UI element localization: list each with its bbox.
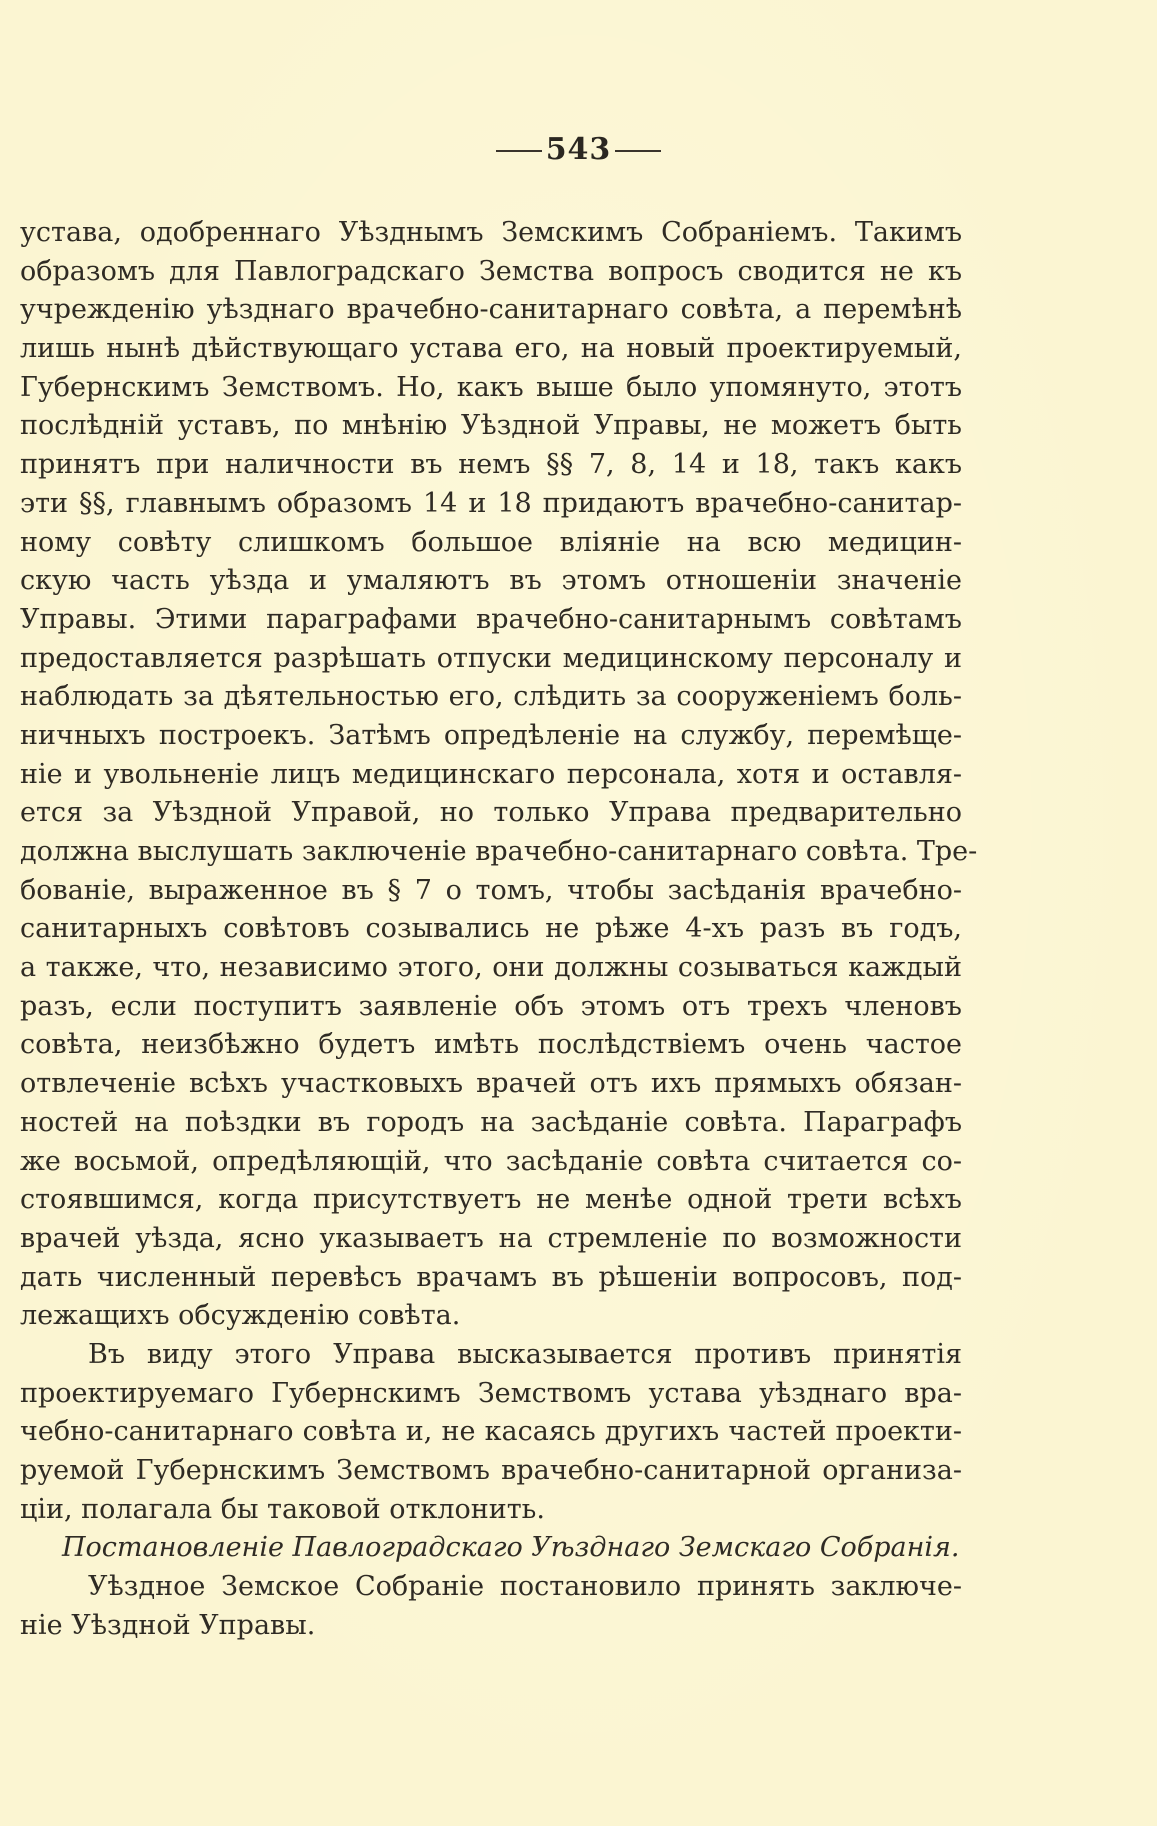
paragraph-2-line: ціи, полагала бы таковой отклонить. bbox=[20, 1493, 545, 1525]
paragraph-1-line: эти §§, главнымъ образомъ 14 и 18 придаютъ врачебно-санитар- bbox=[20, 487, 962, 519]
paragraph-1-line: должна выслушать заключеніе врачебно-санитарнаго совѣта. Тре- bbox=[20, 836, 978, 867]
paragraph-1-line: ностей на поѣздки въ городъ на засѣданіе совѣта. Параграфъ bbox=[20, 1106, 962, 1138]
body-text bbox=[20, 214, 978, 1645]
paragraph-1-line: ничныхъ построекъ. Затѣмъ опредѣленіе на службу, перемѣще- bbox=[20, 719, 962, 751]
paragraph-1-line: наблюдать за дѣятельностью его, слѣдить за сооруженіемъ боль- bbox=[20, 681, 962, 713]
paragraph-1-line: скую часть уѣзда и умаляютъ въ этомъ отношеніи значеніе bbox=[20, 565, 962, 597]
paragraph-1-line: предоставляется разрѣшать отпуски медицинскому персоналу и bbox=[20, 642, 962, 674]
paragraph-1-line: отвлеченіе всѣхъ участковыхъ врачей отъ ихъ прямыхъ обязан- bbox=[20, 1068, 962, 1100]
page-number-text: 543 bbox=[545, 132, 612, 167]
paragraph-1-line: стоявшимся, когда присутствуетъ не менѣе одной трети всѣхъ bbox=[20, 1184, 962, 1216]
paragraph-1-line: принятъ при наличности въ немъ §§ 7, 8, 14 и 18, такъ какъ bbox=[20, 449, 962, 481]
paragraph-1-line: врачей уѣзда, ясно указываетъ на стремленіе по возможности bbox=[20, 1222, 962, 1254]
paragraph-1-line: ному совѣту слишкомъ большое вліяніе на всю медицин- bbox=[20, 526, 962, 558]
paragraph-1-line: санитарныхъ совѣтовъ созывались не рѣже 4-хъ разъ въ годъ, bbox=[20, 913, 962, 945]
paragraph-2-line: руемой Губернскимъ Земствомъ врачебно-санитарной организа- bbox=[20, 1455, 962, 1486]
paragraph-1-line: разъ, если поступитъ заявленіе объ этомъ отъ трехъ членовъ bbox=[20, 990, 962, 1022]
paragraph-2-line: проектируемаго Губернскимъ Земствомъ устава уѣзднаго вра- bbox=[20, 1377, 962, 1409]
paragraph-1-line: ніе и увольненіе лицъ медицинскаго персонала, хотя и оставля- bbox=[20, 758, 962, 790]
paragraph-1-line: же восьмой, опредѣляющій, что засѣданіе совѣта считается со- bbox=[20, 1145, 962, 1177]
paragraph-1-line: Управы. Этими параграфами врачебно-санитарнымъ совѣтамъ bbox=[20, 603, 962, 635]
paragraph-1-line: дать численный перевѣсъ врачамъ въ рѣшеніи вопросовъ, под- bbox=[20, 1261, 962, 1293]
paragraph-1-line: а также, что, независимо этого, они должны созываться каждый bbox=[20, 952, 962, 984]
paragraph-1-line: лишь нынѣ дѣйствующаго устава его, на новый проектируемый, bbox=[20, 333, 962, 365]
paragraph-1-line: образомъ для Павлоградскаго Земства вопросъ сводится не къ bbox=[20, 255, 962, 287]
resolution-heading: Постановленіе Павлоградскаго Уѣзднаго Земскаго Собранія. bbox=[62, 1532, 960, 1564]
page-number-dash-right bbox=[615, 150, 661, 152]
paragraph-2-line: Въ виду этого Управа высказывается противъ принятія bbox=[88, 1338, 962, 1370]
paragraph-1-line: Губернскимъ Земствомъ. Но, какъ выше было упомянуто, этотъ bbox=[20, 371, 962, 403]
paragraph-1-line: совѣта, неизбѣжно будетъ имѣть послѣдствіемъ очень частое bbox=[20, 1029, 962, 1061]
paragraph-2-line: чебно-санитарнаго совѣта и, не касаясь другихъ частей проекти- bbox=[20, 1416, 962, 1448]
paragraph-1-line: бованіе, выраженное въ § 7 о томъ, чтобы засѣданія врачебно- bbox=[20, 874, 962, 906]
page-number-dash-left bbox=[496, 150, 542, 152]
paragraph-1-line: устава, одобреннаго Уѣзднымъ Земскимъ Собраніемъ. Такимъ bbox=[20, 217, 962, 248]
paragraph-1-line: лежащихъ обсужденію совѣта. bbox=[20, 1300, 461, 1332]
resolution-line: Уѣздное Земское Собраніе постановило принять заключе- bbox=[88, 1571, 962, 1603]
paragraph-1-line: ется за Уѣздной Управой, но только Управа предварительно bbox=[20, 797, 962, 829]
page-number bbox=[0, 132, 1157, 167]
paragraph-1-line: послѣдній уставъ, по мнѣнію Уѣздной Управы, не можетъ быть bbox=[20, 410, 962, 442]
resolution-line: ніе Уѣздной Управы. bbox=[20, 1609, 316, 1641]
paragraph-1-line: учрежденію уѣзднаго врачебно-санитарнаго совѣта, а перемѣнѣ bbox=[20, 294, 962, 326]
